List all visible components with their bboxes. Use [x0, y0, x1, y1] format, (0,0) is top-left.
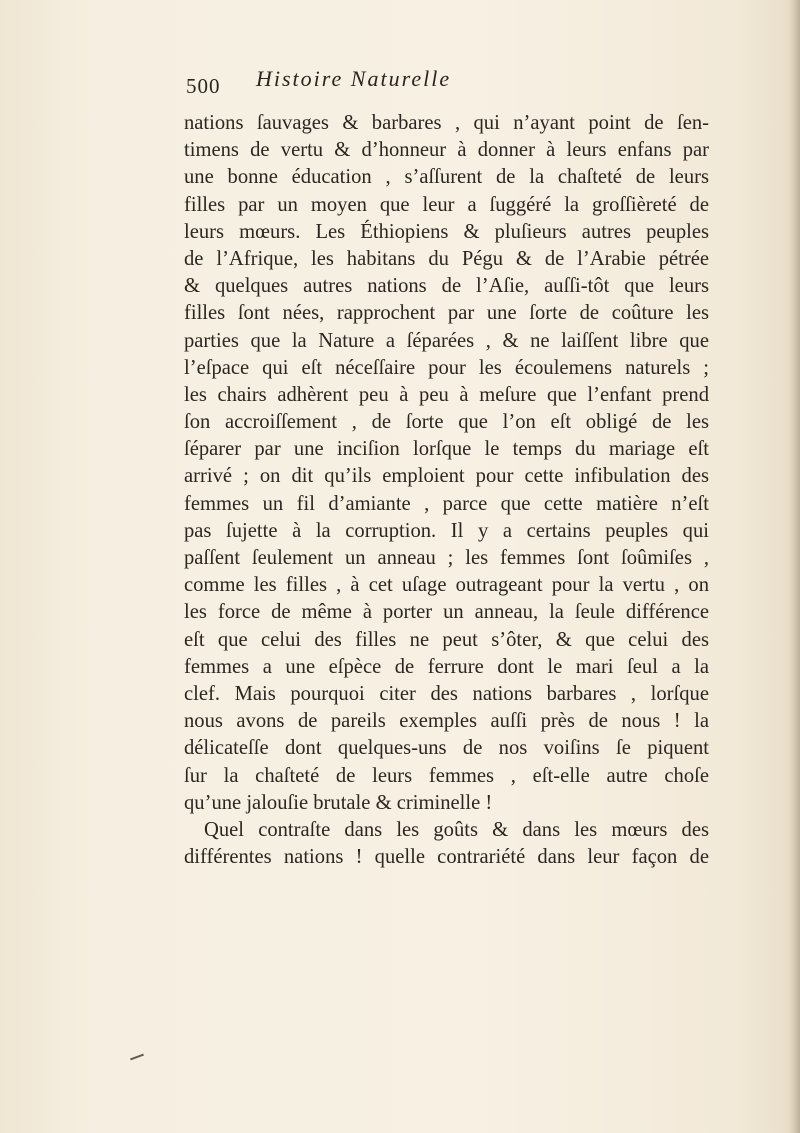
text-line: de l’Afrique, les habitans du Pégu & de l’Arabie pétrée [184, 247, 709, 270]
ink-mark [130, 1054, 144, 1061]
text-line: femmes un fil d’amiante , parce que cette matière n’eſt [184, 492, 709, 515]
text-line: filles par un moyen que leur a ſuggéré la groſſièreté de [184, 193, 709, 216]
text-line: eſt que celui des filles ne peut s’ôter, & que celui des [184, 628, 709, 651]
text-line: comme les filles , à cet uſage outrageant pour la vertu , on [184, 574, 709, 597]
text-line: pas ſujette à la corruption. Il y a certains peuples qui [184, 519, 709, 542]
text-line: nous avons de pareils exemples auſſi près de nous ! la [184, 710, 709, 733]
running-title: Histoire Naturelle [256, 66, 452, 91]
text-line: une bonne éducation , s’aſſurent de la chaſteté de leurs [184, 166, 709, 189]
text-line: ſon accroiſſement , de ſorte que l’on eſt obligé de les [184, 411, 709, 434]
text-line: nations ſauvages & barbares , qui n’ayant point de ſen- [184, 112, 709, 134]
text-line: Quel contraſte dans les goûts & dans les mœurs des [204, 818, 709, 841]
text-line: timens de vertu & d’honneur à donner à leurs enfans par [184, 139, 709, 162]
text-line: paſſent ſeulement un anneau ; les femmes ſont ſoûmiſes , [184, 547, 709, 569]
body-text [184, 110, 709, 871]
text-line: leurs mœurs. Les Éthiopiens & pluſieurs autres peuples [184, 220, 709, 243]
text-line: les force de même à porter un anneau, la ſeule différence [184, 601, 709, 624]
text-line: & quelques autres nations de l’Aſie, auſſi-tôt que leurs [184, 275, 709, 298]
text-line: clef. Mais pourquoi citer des nations barbares , lorſque [184, 682, 709, 705]
text-line: ſéparer par une inciſion lorſque le temps du mariage eſt [184, 438, 709, 461]
text-line: filles ſont nées, rapprochent par une ſorte de coûture les [184, 302, 709, 325]
text-line: arrivé ; on dit qu’ils emploient pour cette infibulation des [184, 465, 709, 488]
page-header [186, 66, 626, 100]
text-line: parties que la Nature a ſéparées , & ne laiſſent libre que [184, 329, 709, 352]
page-edge-shadow [788, 0, 800, 1133]
text-line: qu’une jalouſie brutale & criminelle ! [184, 791, 493, 814]
text-line: l’eſpace qui eſt néceſſaire pour les écoulemens naturels ; [184, 356, 709, 379]
page-number: 500 [186, 74, 221, 98]
text-line: femmes a une eſpèce de ferrure dont le mari ſeul a la [184, 655, 709, 678]
text-line: ſur la chaſteté de leurs femmes , eſt-elle autre choſe [184, 764, 709, 787]
text-line: les chairs adhèrent peu à peu à meſure que l’enfant prend [184, 383, 709, 406]
text-line: délicateſſe dont quelques-uns de nos voiſins ſe piquent [184, 737, 709, 760]
text-line: différentes nations ! quelle contrariété dans leur façon de [184, 846, 709, 869]
